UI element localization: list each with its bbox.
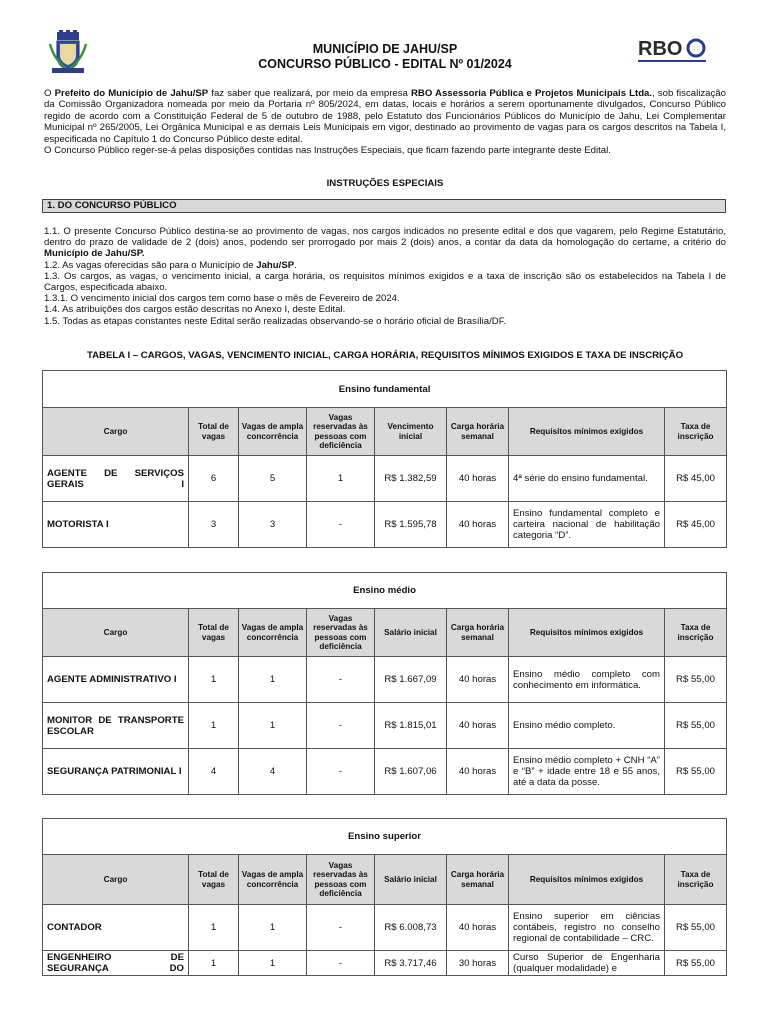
header-cell: Vagas de ampla concorrência [239,408,307,456]
pcd-cell: 1 [307,456,375,502]
cargo-cell: MONITOR DE TRANSPORTE ESCOLAR [43,703,189,749]
item-1-5: 1.5. Todas as etapas constantes neste Edital serão realizadas observando-se o horário oficial de Brasília/DF. [44,315,507,327]
cargo-cell: AGENTE DE SERVIÇOS GERAIS I [43,456,189,502]
table-row [43,905,727,951]
pcd-cell: - [307,657,375,703]
header-cell: Requisitos mínimos exigidos [509,609,665,657]
ampla-cell: 1 [239,657,307,703]
requirements-cell: Ensino médio completo com conhecimento em informática. [509,657,665,703]
total-cell: 1 [189,657,239,703]
header-cell: Carga horária semanal [447,855,509,905]
fee-cell: R$ 45,00 [665,456,727,502]
item-1-2: 1.2. As vagas oferecidas são para o Município de Jahu/SP. [44,259,297,271]
fee-cell: R$ 55,00 [665,749,727,795]
table-row [43,657,727,703]
total-cell: 1 [189,905,239,951]
cargo-cell: ENGENHEIRO DE SEGURANÇA DO [43,951,189,976]
intro-text [44,88,726,156]
total-cell: 6 [189,456,239,502]
hours-cell: 40 horas [447,502,509,548]
header-cell: Cargo [43,855,189,905]
table-caption: Ensino fundamental [43,371,727,408]
header-cell: Taxa de inscrição [665,855,727,905]
requirements-cell: Ensino médio completo. [509,703,665,749]
rbo-logo [636,36,710,66]
table-title: TABELA I – CARGOS, VAGAS, VENCIMENTO INICIAL, CARGA HORÁRIA, REQUISITOS MÍNIMOS EXIGIDOS E TAXA DE INSCRIÇÃO [86,350,684,361]
ampla-cell: 5 [239,456,307,502]
requirements-cell: Curso Superior de Engenharia (qualquer modalidade) e [509,951,665,976]
salary-cell: R$ 3.717,46 [375,951,447,976]
header-cell: Requisitos mínimos exigidos [509,408,665,456]
item-1-4: 1.4. As atribuições dos cargos estão descritas no Anexo I, deste Edital. [44,304,346,316]
header-cell: Taxa de inscrição [665,609,727,657]
salary-cell: R$ 1.815,01 [375,703,447,749]
header-cell: Carga horária semanal [447,609,509,657]
table-row [43,951,727,976]
total-cell: 3 [189,502,239,548]
requirements-cell: 4ª série do ensino fundamental. [509,456,665,502]
item-1-3-1: 1.3.1. O vencimento inicial dos cargos tem como base o mês de Fevereiro de 2024. [44,293,400,305]
header-cell: Total de vagas [189,855,239,905]
hours-cell: 40 horas [447,657,509,703]
item-1-3: 1.3. Os cargos, as vagas, o vencimento inicial, a carga horária, os requisitos mínimos exigidos e a taxa de inscrição são os estabelecidos na Tabela I de Cargos, especificada abaixo. [44,270,726,294]
ampla-cell: 1 [239,951,307,976]
header-cell: Total de vagas [189,609,239,657]
page-header [0,30,770,80]
total-cell: 1 [189,703,239,749]
requirements-cell: Ensino superior em ciências contábeis, registro no conselho regional de contabilidade – CRC. [509,905,665,951]
hours-cell: 40 horas [447,456,509,502]
ampla-cell: 3 [239,502,307,548]
salary-cell: R$ 1.595,78 [375,502,447,548]
fee-cell: R$ 55,00 [665,951,727,976]
header-cell: Requisitos mínimos exigidos [509,855,665,905]
header-cell: Total de vagas [189,408,239,456]
salary-cell: R$ 6.008,73 [375,905,447,951]
item-1-1: 1.1. O presente Concurso Público destina-se ao provimento de vagas, nos cargos indicados no presente edital e dos que vagarem, pelo Regime Estatutário, dentro do prazo de validade de 2 (dois) anos, podendo ser prorrogado por mais 2 (dois) anos, a contar da data da homologação do certame, a critério do Município de Jahu/SP. [44,226,726,260]
instructions-title: INSTRUÇÕES ESPECIAIS [326,178,444,189]
table-row [43,749,727,795]
fee-cell: R$ 55,00 [665,905,727,951]
header-cell: Vagas reservadas às pessoas com deficiência [307,609,375,657]
table-row [43,703,727,749]
ampla-cell: 1 [239,703,307,749]
section-1-heading: 1. DO CONCURSO PÚBLICO [42,199,726,213]
table-ensino-superior [42,818,727,976]
header-cell: Carga horária semanal [447,408,509,456]
hours-cell: 40 horas [447,703,509,749]
salary-cell: R$ 1.667,09 [375,657,447,703]
title-line-2: CONCURSO PÚBLICO - EDITAL Nº 01/2024 [258,57,512,71]
total-cell: 4 [189,749,239,795]
table-caption: Ensino superior [43,819,727,855]
header-cell: Salário inicial [375,855,447,905]
pcd-cell: - [307,749,375,795]
header-cell: Salário inicial [375,609,447,657]
ampla-cell: 4 [239,749,307,795]
header-cell: Vagas de ampla concorrência [239,609,307,657]
pcd-cell: - [307,502,375,548]
requirements-cell: Ensino médio completo + CNH “A” e “B” + idade entre 18 e 55 anos, até a data da posse. [509,749,665,795]
rbo-logo-graphic [636,36,710,66]
pcd-cell: - [307,951,375,976]
header-cell: Cargo [43,408,189,456]
hours-cell: 30 horas [447,951,509,976]
requirements-cell: Ensino fundamental completo e carteira nacional de habilitação categoria “D”. [509,502,665,548]
pcd-cell: - [307,905,375,951]
salary-cell: R$ 1.607,06 [375,749,447,795]
header-cell: Vencimento inicial [375,408,447,456]
salary-cell: R$ 1.382,59 [375,456,447,502]
rbo-logo-text: RBO [638,38,683,60]
title-line-1: MUNICÍPIO DE JAHU/SP [312,42,458,56]
table-ensino-fundamental [42,370,727,548]
table-row [43,502,727,548]
fee-cell: R$ 55,00 [665,703,727,749]
cargo-cell: CONTADOR [43,905,189,951]
header-cell: Taxa de inscrição [665,408,727,456]
header-cell: Cargo [43,609,189,657]
fee-cell: R$ 45,00 [665,502,727,548]
section-1-body [44,226,726,327]
hours-cell: 40 horas [447,905,509,951]
intro-paragraph-2: O Concurso Público reger-se-á pelas disposições contidas nas Instruções Especiais, que ficam fazendo parte integrante deste Edital. [44,145,611,157]
total-cell: 1 [189,951,239,976]
ampla-cell: 1 [239,905,307,951]
header-cell: Vagas reservadas às pessoas com deficiência [307,855,375,905]
table-ensino-medio [42,572,727,795]
table-caption: Ensino médio [43,573,727,609]
cargo-cell: SEGURANÇA PATRIMONIAL I [43,749,189,795]
cargo-cell: MOTORISTA I [43,502,189,548]
hours-cell: 40 horas [447,749,509,795]
pcd-cell: - [307,703,375,749]
table-row [43,456,727,502]
fee-cell: R$ 55,00 [665,657,727,703]
intro-paragraph-1: O Prefeito do Município de Jahu/SP faz saber que realizará, por meio da empresa RBO Assessoria Pública e Projetos Municipais Ltda., sob fiscalização da Comissão Organizadora nomeada por meio da Portaria nº 805/2024, em datas, locais e horários a serem oportunamente divulgados, Concurso Público regido de acordo com a Constituição Federal de 5 de outubro de 1988, pelo Estatuto dos Funcionários Públicos do Município de Jahu, Lei Complementar Municipal nº 265/2005, Lei Orgânica Municipal e as demais Leis Municipais em vigor, destinado ao provimento de vagas para os cargos descritos na Tabela I, especificada no Capítulo 1 do Concurso Público deste edital. [44,88,726,145]
cargo-cell: AGENTE ADMINISTRATIVO I [43,657,189,703]
header-cell: Vagas de ampla concorrência [239,855,307,905]
header-cell: Vagas reservadas às pessoas com deficiência [307,408,375,456]
